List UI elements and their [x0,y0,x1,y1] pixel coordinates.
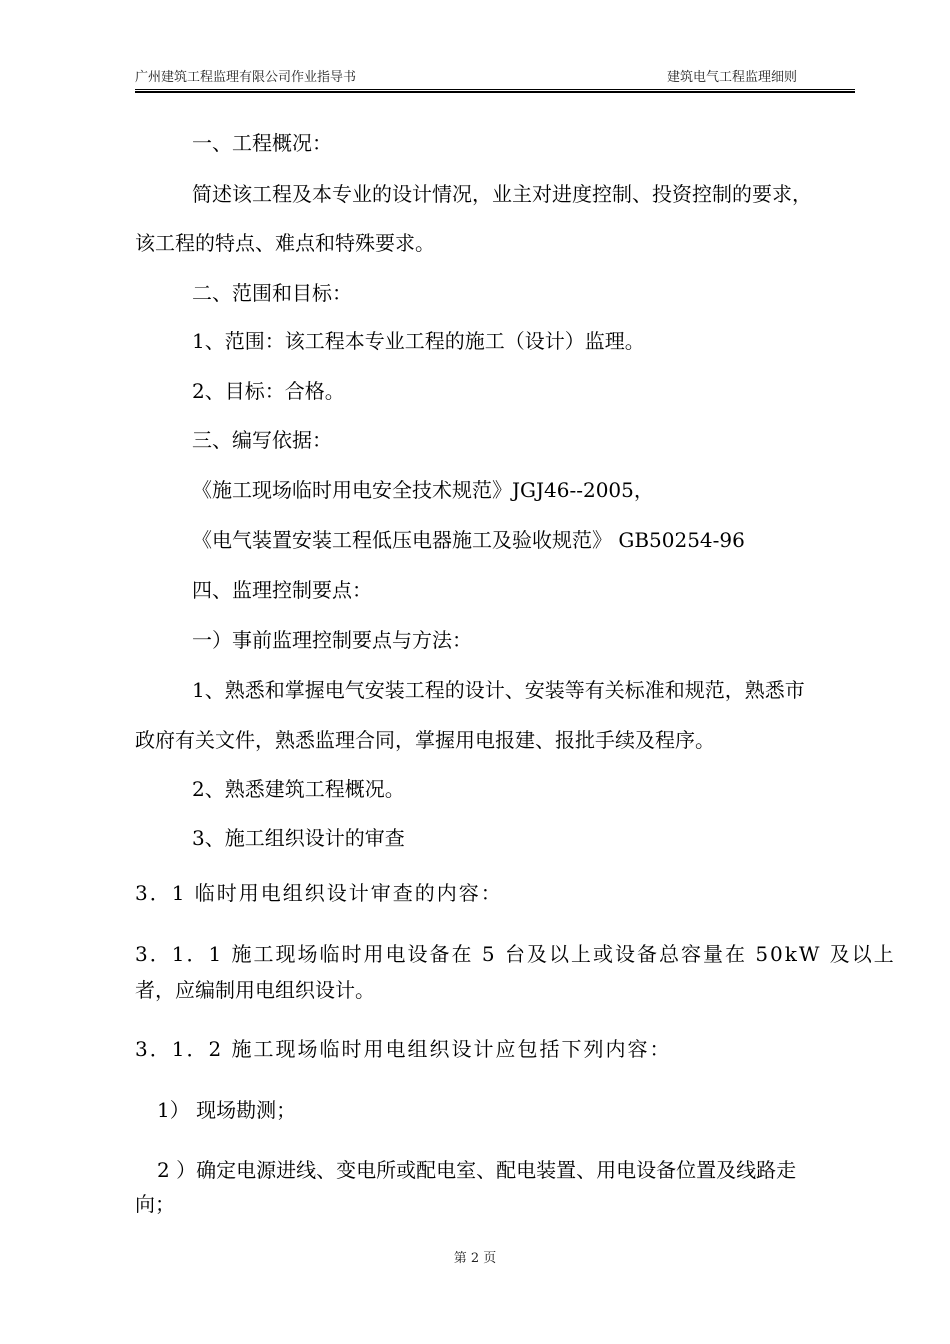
page-header [135,66,855,88]
paragraph-line: 简述该工程及本专业的设计情况，业主对进度控制、投资控制的要求， [192,182,812,206]
paragraph-line: 政府有关文件，熟悉监理合同，掌握用电报建、报批手续及程序。 [135,728,715,752]
heading-scope-goals: 二、范围和目标： [192,281,352,305]
paragraph-line: 2、目标：合格。 [192,379,345,403]
list-item-continuation: 向； [135,1192,175,1216]
paragraph-line: 1、范围：该工程本专业工程的施工（设计）监理。 [192,329,645,353]
header-rule-thick [135,91,855,93]
paragraph-line: 3、施工组织设计的审查 [192,826,405,850]
paragraph-line: 者，应编制用电组织设计。 [135,978,375,1002]
list-item: 2 ）确定电源进线、变电所或配电室、配电装置、用电设备位置及线路走 [157,1158,797,1182]
heading-basis: 三、编写依据： [192,428,332,452]
page-number: 第 2 页 [453,1251,497,1266]
paragraph-line: 《施工现场临时用电安全技术规范》JGJ46--2005， [192,478,654,502]
clause-3-1-1: 3．1．1 施工现场临时用电设备在 5 台及以上或设备总容量在 50kW 及以上 [135,942,896,966]
subheading-pre-control: 一）事前监理控制要点与方法： [192,628,472,652]
paragraph-line: 该工程的特点、难点和特殊要求。 [135,231,435,255]
header-doc-title: 建筑电气工程监理细则 [666,70,797,85]
paragraph-line: 2、熟悉建筑工程概况。 [192,777,405,801]
clause-3-1-2: 3．1．2 施工现场临时用电组织设计应包括下列内容： [135,1037,672,1061]
paragraph-line: 1、熟悉和掌握电气安装工程的设计、安装等有关标准和规范，熟悉市 [192,678,805,702]
clause-3-1: 3．1 临时用电组织设计审查的内容： [135,881,503,905]
heading-project-overview: 一、工程概况： [192,131,332,155]
paragraph-line: 《电气装置安装工程低压电器施工及验收规范》 GB50254-96 [192,528,745,552]
list-item: 1） 现场勘测； [157,1098,297,1122]
header-rule-thin [135,89,855,90]
heading-control-points: 四、监理控制要点： [192,578,372,602]
header-company: 广州建筑工程监理有限公司作业指导书 [135,70,357,85]
